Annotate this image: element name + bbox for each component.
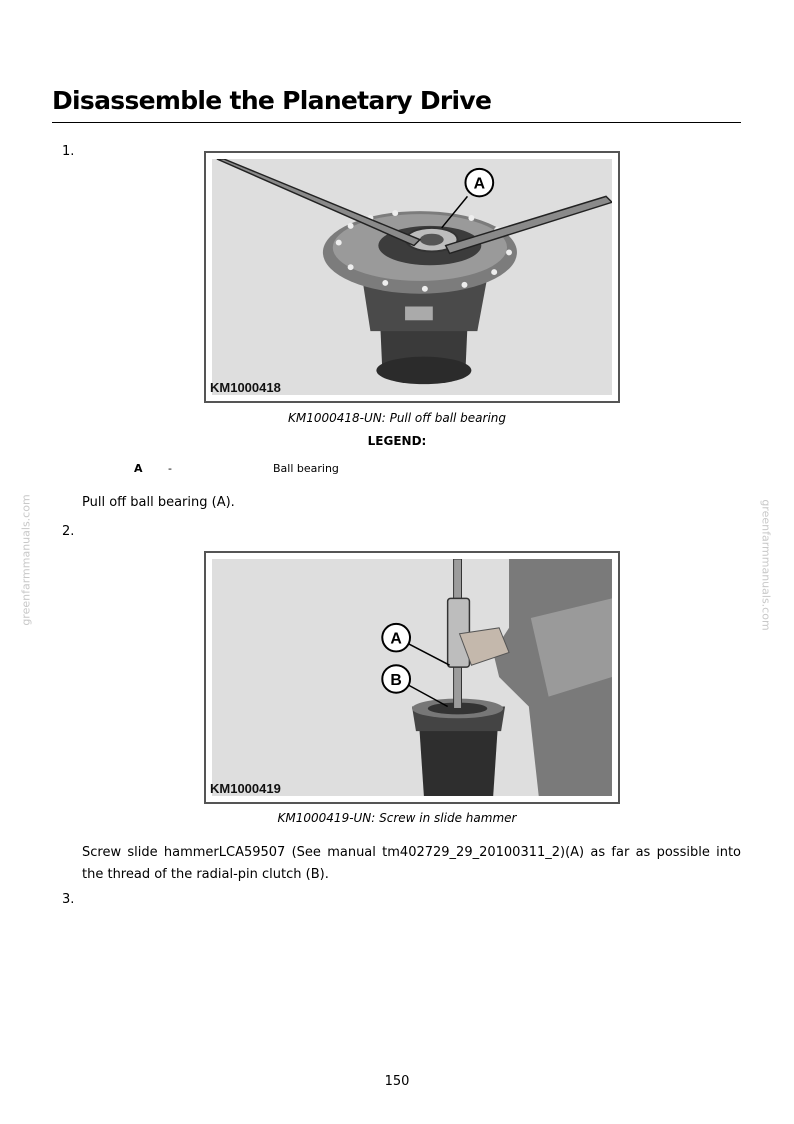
callout-a-1: A bbox=[473, 175, 486, 193]
legend-heading: LEGEND: bbox=[367, 434, 427, 448]
figure-caption-1: KM1000418-UN: Pull off ball bearing bbox=[287, 411, 507, 425]
photo-ball-bearing-removal bbox=[212, 159, 612, 395]
figure-code-2: KM1000419 bbox=[210, 781, 281, 796]
figure-km1000418 bbox=[204, 151, 620, 403]
legend-key: A bbox=[134, 462, 143, 475]
step-number-2: 2. bbox=[62, 524, 75, 539]
photo-slide-hammer bbox=[212, 559, 612, 796]
figure-km1000419 bbox=[204, 551, 620, 804]
step-number-1: 1. bbox=[62, 144, 75, 159]
legend-dash: - bbox=[168, 462, 172, 475]
legend-description: Ball bearing bbox=[273, 462, 339, 475]
step-1-instruction: Pull off ball bearing (A). bbox=[82, 495, 235, 510]
callout-b: B bbox=[390, 671, 402, 689]
figure-code-1: KM1000418 bbox=[210, 380, 281, 395]
figure-caption-2: KM1000419-UN: Screw in slide hammer bbox=[277, 811, 517, 825]
watermark-left: greenfarmmanuals.com bbox=[19, 494, 33, 626]
page-title: Disassemble the Planetary Drive bbox=[52, 86, 492, 115]
watermark-right: greenfarmmanuals.com bbox=[759, 499, 773, 631]
callout-a-2: A bbox=[390, 630, 402, 648]
planetary-drive-illustration bbox=[212, 159, 612, 395]
page-number: 150 bbox=[384, 1074, 410, 1089]
title-divider bbox=[52, 122, 741, 123]
step-number-3: 3. bbox=[62, 892, 75, 907]
step-2-instruction: Screw slide hammerLCA59507 (See manual tm402729_29_20100311_2)(A) as far as possible into the thread of the radial-pin clutch (B). bbox=[82, 845, 741, 882]
slide-hammer-illustration bbox=[212, 559, 612, 796]
